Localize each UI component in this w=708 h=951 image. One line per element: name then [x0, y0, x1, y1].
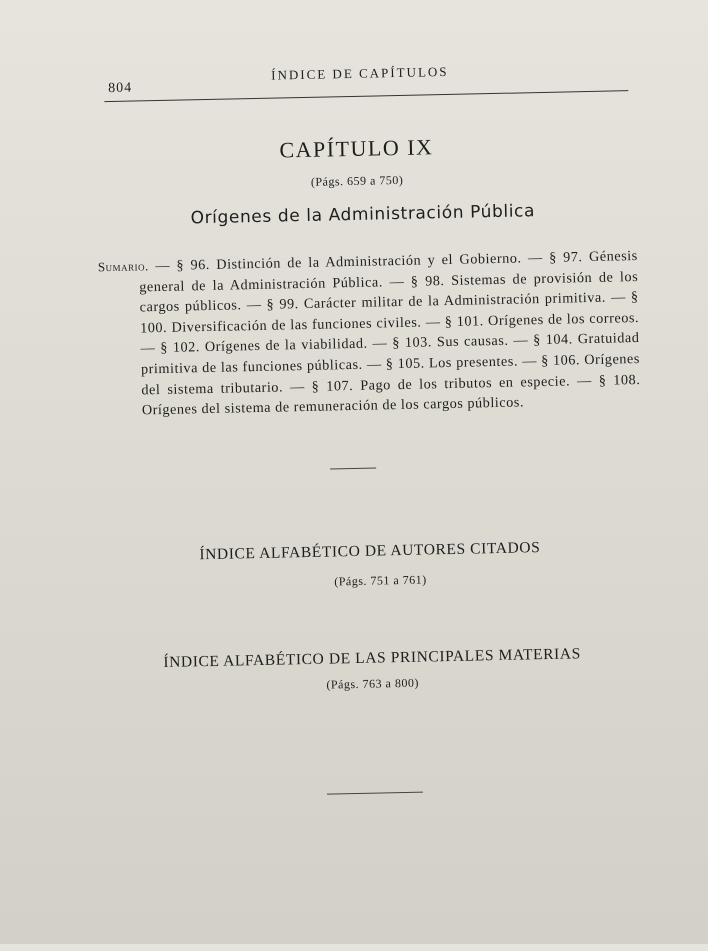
chapter-summary [98, 246, 641, 422]
closing-divider [327, 792, 423, 795]
chapter-page-range: (Págs. 659 a 750) [310, 172, 404, 189]
authors-index-pages: (Págs. 751 a 761) [334, 572, 427, 589]
summary-text: — § 96. Distinción de la Administración y el Gobierno. — § 97. Génesis general de la Administración Pública. — § 98. Sistemas de provisión de los cargos públicos. — § 99. Carácter militar de la Administración primitiva. — § 100. Diversificación de las funciones civiles. — § 101. Orígenes de los correos. — § 102. Orígenes de la viabilidad. — § 103. Sus causas. — § 104. Gratuidad primitiva de las funciones públicas. — § 105. Los presentes. — § 106. Orígenes del sistema tributario. — § 107. Pago de los tributos en especie. — § 108. Orígenes del sistema de remuneración de los cargos públicos. [139, 248, 641, 419]
subjects-index-pages: (Págs. 763 a 800) [326, 675, 420, 692]
section-divider [330, 468, 376, 470]
authors-index-title: ÍNDICE ALFABÉTICO DE AUTORES CITADOS [199, 539, 541, 564]
header-rule [104, 90, 628, 102]
page-number: 804 [107, 80, 133, 97]
summary-label: Sumario. [97, 258, 149, 275]
subjects-index-title: ÍNDICE ALFABÉTICO DE LAS PRINCIPALES MATERIAS [163, 645, 582, 672]
chapter-title: CAPÍTULO IX [279, 134, 434, 163]
running-head: ÍNDICE DE CAPÍTULOS [271, 63, 449, 83]
chapter-subtitle: Orígenes de la Administración Pública [190, 201, 536, 229]
